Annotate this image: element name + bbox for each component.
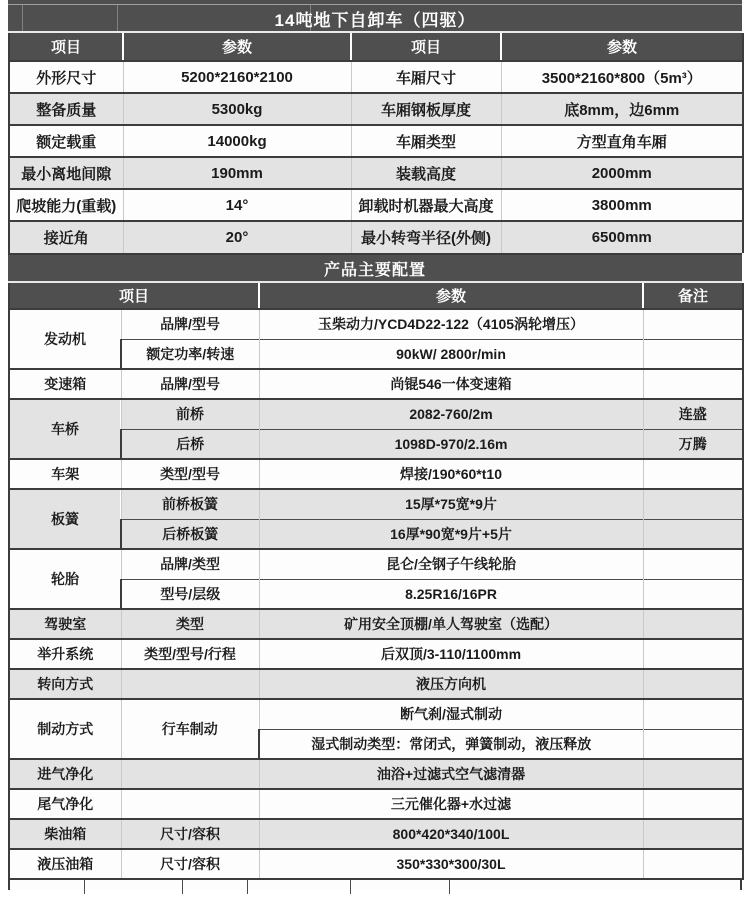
spec-item-cell: 接近角 [9, 221, 123, 253]
config-remark-cell [643, 309, 743, 339]
spec-item-cell: 车厢尺寸 [351, 61, 501, 93]
config-remark-cell [643, 489, 743, 519]
config-item-cell: 制动方式 [9, 699, 121, 759]
grid-remnant-line [449, 880, 450, 894]
spec-value-cell: 5300kg [123, 93, 351, 125]
grid-remnant-line [310, 5, 311, 31]
table-row [9, 819, 743, 849]
config-remark-cell [643, 579, 743, 609]
table-row [9, 157, 743, 189]
config-sub-cell: 尺寸/容积 [121, 819, 259, 849]
column-header: 备注 [643, 283, 743, 309]
grid-remnant-line [84, 880, 85, 894]
table-row [9, 639, 743, 669]
config-item-cell: 液压油箱 [9, 849, 121, 879]
config-item-cell: 车架 [9, 459, 121, 489]
spec-value-cell: 2000mm [501, 157, 743, 189]
config-value-cell: 昆仑/全钢子午线轮胎 [259, 549, 643, 579]
spec-value-cell: 3800mm [501, 189, 743, 221]
config-value-cell: 矿用安全顶棚/单人驾驶室（选配） [259, 609, 643, 639]
table-row [9, 309, 743, 339]
table-row [9, 61, 743, 93]
grid-remnant-line [22, 5, 23, 31]
spec-item-cell: 最小离地间隙 [9, 157, 123, 189]
table-row [9, 849, 743, 879]
config-sub-cell: 类型/型号 [121, 459, 259, 489]
config-sub-cell: 行车制动 [121, 699, 259, 759]
main-spec-table [8, 33, 744, 253]
config-value-cell: 湿式制动类型：常闭式，弹簧制动，液压释放 [259, 729, 643, 759]
spec-item-cell: 额定载重 [9, 125, 123, 157]
config-sub-cell: 后桥板簧 [121, 519, 259, 549]
table-row [9, 549, 743, 579]
config-remark-cell [643, 369, 743, 399]
config-item-cell: 驾驶室 [9, 609, 121, 639]
config-value-cell: 1098D-970/2.16m [259, 429, 643, 459]
grid-remnant-line [117, 5, 118, 31]
column-header: 项目 [351, 33, 501, 61]
spec-item-cell: 车厢类型 [351, 125, 501, 157]
config-sub-cell: 类型/型号/行程 [121, 639, 259, 669]
config-sub-cell [121, 789, 259, 819]
config-item-cell: 进气净化 [9, 759, 121, 789]
config-item-cell: 车桥 [9, 399, 121, 459]
config-table [8, 283, 744, 880]
cutoff-next-table-row [8, 880, 742, 890]
grid-remnant-line [247, 880, 248, 894]
column-header: 参数 [259, 283, 643, 309]
config-remark-cell [643, 819, 743, 849]
table-row [9, 699, 743, 729]
config-item-cell: 举升系统 [9, 639, 121, 669]
page-title [8, 5, 742, 33]
config-value-cell: 断气刹/湿式制动 [259, 699, 643, 729]
config-item-cell: 转向方式 [9, 669, 121, 699]
config-sub-cell [121, 669, 259, 699]
table-row [9, 399, 743, 429]
spec-value-cell: 底8mm，边6mm [501, 93, 743, 125]
config-sub-cell: 额定功率/转速 [121, 339, 259, 369]
config-sub-cell: 后桥 [121, 429, 259, 459]
table-row [9, 125, 743, 157]
config-sub-cell: 前桥 [121, 399, 259, 429]
config-remark-cell [643, 729, 743, 759]
config-remark-cell [643, 609, 743, 639]
column-header: 项目 [9, 283, 259, 309]
spec-header-row [9, 33, 743, 61]
table-row [9, 221, 743, 253]
config-remark-cell [643, 699, 743, 729]
table-row [9, 489, 743, 519]
spec-value-cell: 14000kg [123, 125, 351, 157]
config-remark-cell [643, 459, 743, 489]
config-item-cell: 轮胎 [9, 549, 121, 609]
table-row [9, 459, 743, 489]
section-title [8, 253, 742, 283]
config-sub-cell: 前桥板簧 [121, 489, 259, 519]
config-remark-cell [643, 519, 743, 549]
config-remark-cell [643, 339, 743, 369]
config-header-row [9, 283, 743, 309]
config-value-cell: 尚锟546一体变速箱 [259, 369, 643, 399]
config-value-cell: 三元催化器+水过滤 [259, 789, 643, 819]
config-remark-cell [643, 789, 743, 819]
config-sub-cell: 型号/层级 [121, 579, 259, 609]
table-row [9, 669, 743, 699]
spec-value-cell: 6500mm [501, 221, 743, 253]
grid-remnant-line [182, 880, 183, 894]
config-value-cell: 800*420*340/100L [259, 819, 643, 849]
spec-value-cell: 14° [123, 189, 351, 221]
grid-remnant-line [350, 880, 351, 894]
config-remark-cell [643, 549, 743, 579]
config-sub-cell: 尺寸/容积 [121, 849, 259, 879]
column-header: 参数 [123, 33, 351, 61]
config-remark-cell [643, 669, 743, 699]
config-value-cell: 350*330*300/30L [259, 849, 643, 879]
config-sub-cell: 品牌/型号 [121, 309, 259, 339]
section-title-text: 产品主要配置 [323, 261, 426, 279]
spec-value-cell: 190mm [123, 157, 351, 189]
config-sub-cell [121, 759, 259, 789]
config-remark-cell: 连盛 [643, 399, 743, 429]
config-item-cell: 发动机 [9, 309, 121, 369]
config-remark-cell [643, 639, 743, 669]
config-value-cell: 90kW/ 2800r/min [259, 339, 643, 369]
spec-value-cell: 3500*2160*800（5m³） [501, 61, 743, 93]
spec-value-cell: 20° [123, 221, 351, 253]
column-header: 项目 [9, 33, 123, 61]
config-item-cell: 柴油箱 [9, 819, 121, 849]
config-value-cell: 液压方向机 [259, 669, 643, 699]
spec-item-cell: 爬坡能力(重载) [9, 189, 123, 221]
spec-item-cell: 外形尺寸 [9, 61, 123, 93]
config-value-cell: 焊接/190*60*t10 [259, 459, 643, 489]
config-sub-cell: 类型 [121, 609, 259, 639]
table-row [9, 369, 743, 399]
spec-item-cell: 车厢钢板厚度 [351, 93, 501, 125]
config-value-cell: 16厚*90宽*9片+5片 [259, 519, 643, 549]
config-value-cell: 8.25R16/16PR [259, 579, 643, 609]
spec-item-cell: 最小转弯半径(外侧) [351, 221, 501, 253]
table-row [9, 93, 743, 125]
table-row [9, 189, 743, 221]
config-item-cell: 变速箱 [9, 369, 121, 399]
spec-item-cell: 整备质量 [9, 93, 123, 125]
config-value-cell: 后双顶/3-110/1100mm [259, 639, 643, 669]
spec-value-cell: 5200*2160*2100 [123, 61, 351, 93]
config-item-cell: 板簧 [9, 489, 121, 549]
table-row [9, 609, 743, 639]
spec-item-cell: 装载高度 [351, 157, 501, 189]
config-value-cell: 玉柴动力/YCD4D22-122（4105涡轮增压） [259, 309, 643, 339]
spec-item-cell: 卸载时机器最大高度 [351, 189, 501, 221]
config-remark-cell: 万腾 [643, 429, 743, 459]
page-title-text: 14吨地下自卸车（四驱） [274, 10, 476, 30]
column-header: 参数 [501, 33, 743, 61]
config-sub-cell: 品牌/型号 [121, 369, 259, 399]
table-row [9, 789, 743, 819]
table-row [9, 759, 743, 789]
config-item-cell: 尾气净化 [9, 789, 121, 819]
spec-value-cell: 方型直角车厢 [501, 125, 743, 157]
config-remark-cell [643, 759, 743, 789]
config-value-cell: 油浴+过滤式空气滤清器 [259, 759, 643, 789]
config-value-cell: 15厚*75宽*9片 [259, 489, 643, 519]
config-sub-cell: 品牌/类型 [121, 549, 259, 579]
config-value-cell: 2082-760/2m [259, 399, 643, 429]
config-remark-cell [643, 849, 743, 879]
